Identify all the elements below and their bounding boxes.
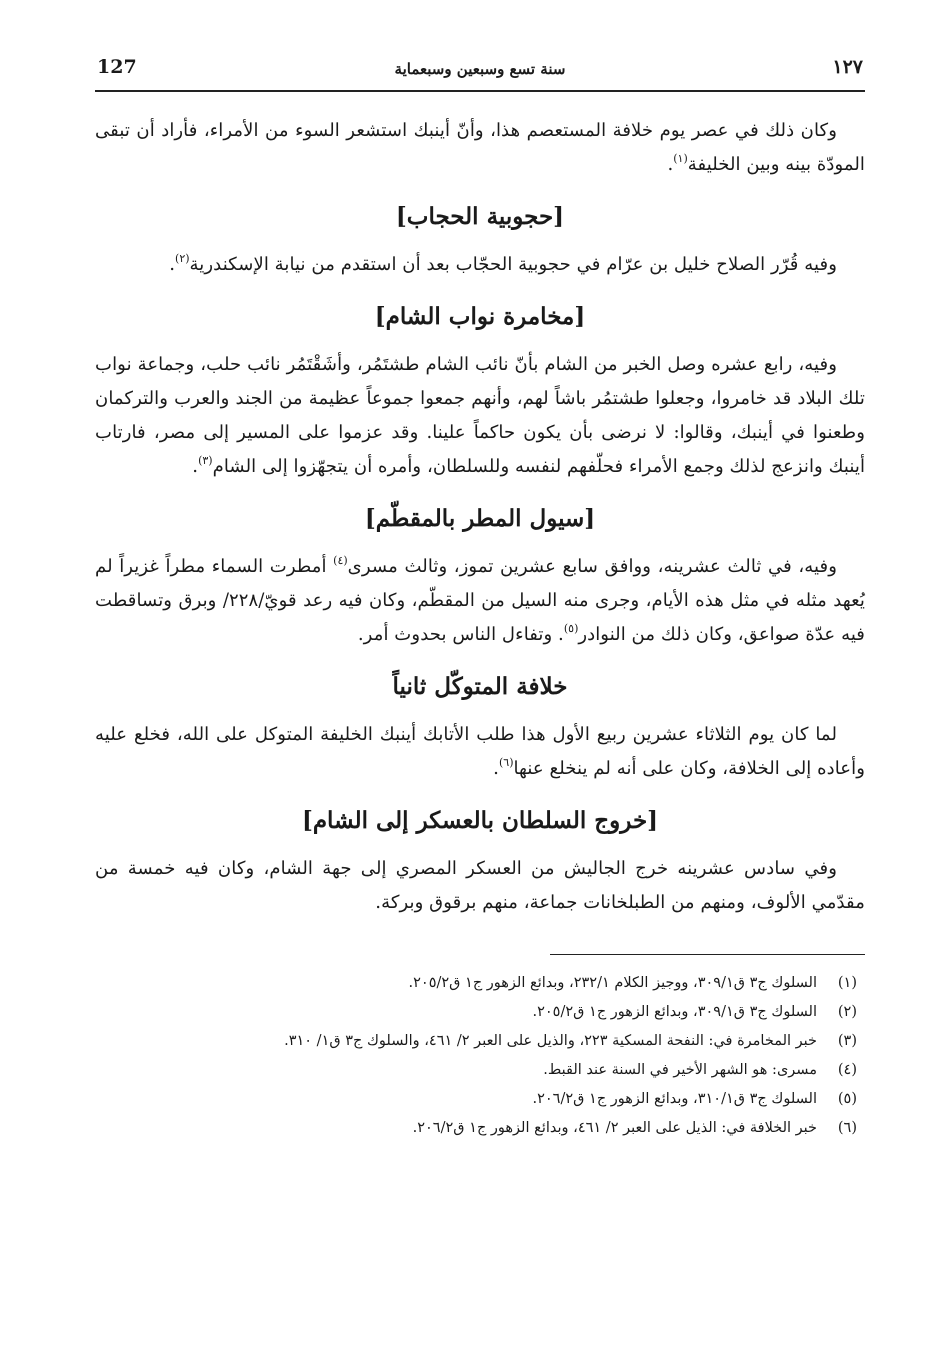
footnote-ref-5: (٥) [563, 622, 579, 635]
paragraph-end: . [493, 758, 499, 779]
paragraph-text: وفيه، رابع عشره وصل الخبر من الشام بأنّ نائب الشام طشتَمُر، وأشَقْتَمُر نائب حلب، وجماعة نواب تلك البلاد قد خامروا، وجعلوا طشتمُر باشاً لهم، وأنهم جمعوا جموعاً عظيمة من الجند والعرب والتركمان وطعنوا في أينبك، وقالوا: لا نرضى بأن يكون حاكماً علينا. وقد عزموا على المسير إلى مصر، فارتاب أينبك وانزعج لذلك وجمع الأمراء فحلّفهم لنفسه وللسلطان، وأمره أن يتجهّزوا إلى الشام [95, 354, 865, 477]
paragraph-text: أمطرت السماء مطراً غزيراً لم يُعهد مثله في مثل هذه الأيام، وجرى منه السيل من المقطّم، وكان فيه رعد قويّ/٢٢٨/ وبرق وتساقطت فيه عدّة صواعق، وكان ذلك من النوادر [95, 556, 865, 645]
footnote-ref-4: (٤) [333, 554, 348, 567]
footnote-number: (٥) [837, 1091, 857, 1107]
footnote-ref-6: (٦) [498, 756, 514, 769]
footnote-number: (٦) [837, 1120, 857, 1136]
footnote-number: (٣) [837, 1033, 857, 1049]
footnote-text: السلوك ج٣ ق٣١٠/١، وبدائع الزهور ج١ ق٢٠٦/٢. [532, 1091, 817, 1107]
section-heading-hijabiya: [حجوبية الحجاب] [395, 203, 565, 230]
footnote-text: خبر الخلافة في: الذيل على العبر ٢/ ٤٦١، وبدائع الزهور ج١ ق٢٠٦/٢. [412, 1120, 817, 1136]
footnote-4 [95, 1056, 865, 1085]
footnote-number: (٢) [837, 1004, 857, 1020]
footnote-text: خبر المخامرة في: النفحة المسكية ٢٢٣، والذيل على العبر ٢/ ٤٦١، والسلوك ج٣ ق١/ ٣١٠. [284, 1033, 817, 1049]
footnote-number: (١) [837, 975, 857, 991]
section-heading-mukhamara: [مخامرة نواب الشام] [374, 303, 586, 330]
footnote-text: مسرى: هو الشهر الأخير في السنة عند القبط. [543, 1062, 817, 1078]
paragraph-6: وفي سادس عشرينه خرج الجاليش من العسكر المصري إلى جهة الشام، وكان فيه خمسة من مقدّمي الألوف، ومنهم من الطبلخانات جماعة، منهم برقوق وبركة. [95, 858, 865, 913]
paragraph-text: لما كان يوم الثلاثاء عشرين ربيع الأول هذا طلب الأتابك أينبك الخليفة المتوكل على الله، فخلع عليه وأعاده إلى الخلافة، وكان على أنه لم ينخلع عنها [95, 724, 865, 779]
page-header [95, 52, 865, 92]
paragraph-end: . [169, 254, 176, 275]
paragraph-text: وفيه، في ثالث عشرينه، ووافق سابع عشرين تموز، وثالث مسرى [347, 556, 837, 577]
book-page [95, 52, 865, 1143]
paragraph-3 [95, 348, 865, 484]
footnote-5 [95, 1085, 865, 1114]
footnote-separator [550, 954, 865, 955]
footnote-2 [95, 998, 865, 1027]
footnote-ref-2: (٢) [175, 252, 190, 265]
footnote-text: السلوك ج٣ ق٣٠٩/١، ووجيز الكلام ٢٣٢/١، وبدائع الزهور ج١ ق٢٠٥/٢. [408, 975, 817, 991]
footnote-1 [95, 969, 865, 998]
footnote-text: السلوك ج٣ ق٣٠٩/١، وبدائع الزهور ج١ ق٢٠٥/٢. [532, 1004, 817, 1020]
section-heading-army: [خروج السلطان بالعسكر إلى الشام] [301, 807, 659, 834]
footnote-ref-3: (٣) [198, 454, 213, 467]
paragraph-2 [95, 248, 865, 282]
page-number-arabic: ١٢٧ [832, 56, 863, 78]
main-text [95, 114, 865, 920]
footnote-3 [95, 1027, 865, 1056]
paragraph-5 [95, 718, 865, 786]
section-heading-floods: [سيول المطر بالمقطّم] [364, 505, 596, 532]
paragraph-end: . [667, 154, 674, 175]
running-title: سنة تسع وسبعين وسبعماية [394, 60, 566, 78]
footnote-number: (٤) [837, 1062, 857, 1078]
section-heading-caliphate: خلافة المتوكّل ثانياً [392, 673, 568, 700]
paragraph-text: . وتفاءل الناس بحدوث أمر. [357, 624, 564, 645]
footnotes [95, 969, 865, 1143]
page-number-latin: 127 [97, 56, 137, 78]
paragraph-text: وفيه قُرّر الصلاح خليل بن عرّام في حجوبية الحجّاب بعد أن استقدم من نيابة الإسكندرية [189, 254, 837, 275]
paragraph-text: وكان ذلك في عصر يوم خلافة المستعصم هذا، وأنّ أينبك استشعر السوء من الأمراء، فأراد أن تبقى المودّة بينه وبين الخليفة [95, 120, 865, 175]
paragraph-1 [95, 114, 865, 182]
footnote-6 [95, 1114, 865, 1143]
paragraph-end: . [192, 456, 199, 477]
footnote-ref-1: (١) [673, 152, 688, 165]
paragraph-4 [95, 550, 865, 652]
